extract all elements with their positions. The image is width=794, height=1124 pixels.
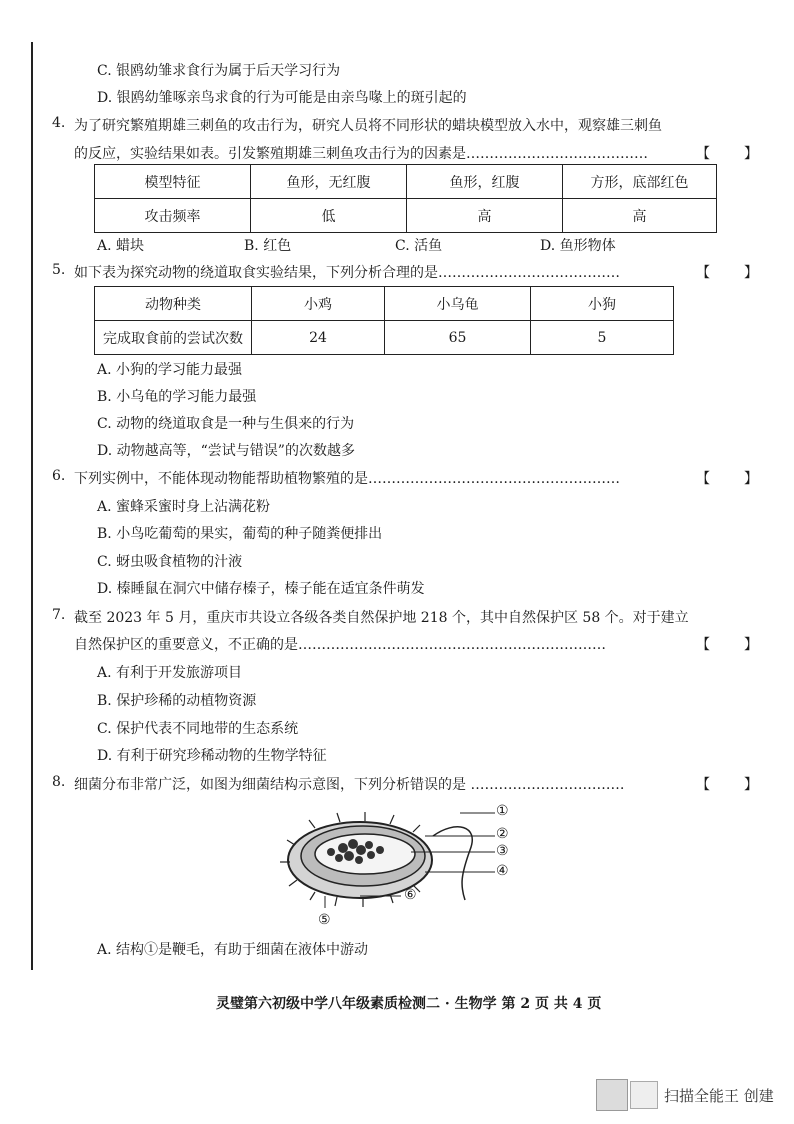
q5-option-d[interactable]: D. 动物越高等，“尝试与错误”的次数越多	[97, 443, 355, 459]
table-cell: 小乌龟	[385, 287, 531, 321]
table-cell: 攻击频率	[95, 199, 251, 233]
table-cell: 小狗	[531, 287, 674, 321]
q6-answer-bracket-close: 】	[744, 471, 758, 487]
q4-option-c[interactable]: C. 活鱼	[395, 238, 443, 254]
q4-answer-bracket-open[interactable]: 【	[696, 146, 710, 162]
q5-answer-bracket-close: 】	[744, 265, 758, 281]
table-cell: 完成取食前的尝试次数	[95, 321, 252, 355]
label-1: ①	[496, 803, 509, 819]
q5-option-b[interactable]: B. 小乌龟的学习能力最强	[97, 389, 257, 405]
q6-option-b[interactable]: B. 小鸟吃葡萄的果实，葡萄的种子随粪便排出	[97, 526, 383, 542]
table-cell: 方形，底部红色	[563, 165, 717, 199]
qr-code-icon	[630, 1081, 658, 1109]
q3-option-d: D. 银鸥幼雏啄亲鸟求食的行为可能是由亲鸟喙上的斑引起的	[97, 90, 467, 106]
q6-answer-bracket-open[interactable]: 【	[696, 471, 710, 487]
flagellum	[433, 827, 472, 900]
q7-number: 7.	[52, 607, 66, 623]
q6-stem-line1	[52, 468, 620, 488]
q8-text1: 细菌分布非常广泛，如图为细菌结构示意图，下列分析错误的是 ……………………………	[74, 777, 625, 793]
table-row	[95, 199, 717, 233]
table-row	[95, 321, 674, 355]
q4-stem-line2: 的反应，实验结果如表。引发繁殖期雄三刺鱼攻击行为的因素是…………………………………	[74, 146, 648, 162]
scanner-watermark	[596, 1079, 774, 1109]
table-cell: 65	[385, 321, 531, 355]
q7-option-b[interactable]: B. 保护珍稀的动植物资源	[97, 693, 257, 709]
q6-option-a[interactable]: A. 蜜蜂采蜜时身上沾满花粉	[97, 499, 271, 515]
q6-text1: 下列实例中，不能体现动物能帮助植物繁殖的是………………………………………………	[74, 471, 620, 487]
table-row	[95, 287, 674, 321]
q4-number: 4.	[52, 115, 66, 131]
q5-stem-line1	[52, 262, 620, 282]
q8-stem-line1	[52, 774, 625, 794]
q5-table	[94, 286, 674, 355]
label-3: ③	[496, 843, 509, 859]
camscanner-logo-icon	[596, 1079, 628, 1111]
q5-option-c[interactable]: C. 动物的绕道取食是一种与生俱来的行为	[97, 416, 355, 432]
watermark-text: 扫描全能王 创建	[664, 1087, 774, 1105]
table-cell: 24	[252, 321, 385, 355]
margin-line	[31, 42, 33, 970]
label-2: ②	[496, 826, 509, 842]
q3-option-c: C. 银鸥幼雏求食行为属于后天学习行为	[97, 63, 341, 79]
table-row	[95, 165, 717, 199]
q7-stem-line2: 自然保护区的重要意义，不正确的是…………………………………………………………	[74, 637, 606, 653]
table-cell: 鱼形，红腹	[407, 165, 563, 199]
q7-option-d[interactable]: D. 有利于研究珍稀动物的生物学特征	[97, 748, 327, 764]
q5-number: 5.	[52, 262, 66, 278]
q7-option-c[interactable]: C. 保护代表不同地带的生态系统	[97, 721, 299, 737]
q7-stem-line1	[52, 607, 689, 627]
q8-number: 8.	[52, 774, 66, 790]
q4-option-a[interactable]: A. 蜡块	[97, 238, 145, 254]
q4-option-d[interactable]: D. 鱼形物体	[540, 238, 616, 254]
q6-option-d[interactable]: D. 榛睡鼠在洞穴中储存榛子，榛子能在适宜条件萌发	[97, 581, 425, 597]
q5-answer-bracket-open[interactable]: 【	[696, 265, 710, 281]
q8-answer-bracket-close: 】	[744, 777, 758, 793]
table-cell: 高	[563, 199, 717, 233]
q8-option-a[interactable]: A. 结构①是鞭毛，有助于细菌在液体中游动	[97, 942, 369, 958]
table-cell: 高	[407, 199, 563, 233]
q6-option-c[interactable]: C. 蚜虫吸食植物的汁液	[97, 554, 243, 570]
table-cell: 鱼形，无红腹	[251, 165, 407, 199]
table-cell: 模型特征	[95, 165, 251, 199]
q5-option-a[interactable]: A. 小狗的学习能力最强	[97, 362, 243, 378]
q4-table	[94, 164, 717, 233]
label-6: ⑥	[404, 887, 417, 903]
q7-answer-bracket-close: 】	[744, 637, 758, 653]
table-cell: 动物种类	[95, 287, 252, 321]
q6-number: 6.	[52, 468, 66, 484]
q4-option-b[interactable]: B. 红色	[244, 238, 292, 254]
page-footer: 灵璧第六初级中学八年级素质检测二 · 生物学 第 2 页 共 4 页	[216, 996, 602, 1012]
label-5: ⑤	[318, 912, 331, 928]
q7-answer-bracket-open[interactable]: 【	[696, 637, 710, 653]
label-4: ④	[496, 863, 509, 879]
bacteria-structure-diagram	[265, 800, 525, 930]
q4-text1: 为了研究繁殖期雄三刺鱼的攻击行为，研究人员将不同形状的蜡块模型放入水中，观察雄三刺鱼	[74, 118, 662, 134]
table-cell: 小鸡	[252, 287, 385, 321]
q7-option-a[interactable]: A. 有利于开发旅游项目	[97, 665, 243, 681]
q8-answer-bracket-open[interactable]: 【	[696, 777, 710, 793]
q7-text1: 截至 2023 年 5 月，重庆市共设立各级各类自然保护地 218 个，其中自然保护区 58 个。对于建立	[74, 610, 689, 626]
q5-text1: 如下表为探究动物的绕道取食实验结果，下列分析合理的是…………………………………	[74, 265, 620, 281]
q4-answer-bracket-close: 】	[744, 146, 758, 162]
table-cell: 5	[531, 321, 674, 355]
q4-stem-line1	[52, 115, 662, 135]
table-cell: 低	[251, 199, 407, 233]
